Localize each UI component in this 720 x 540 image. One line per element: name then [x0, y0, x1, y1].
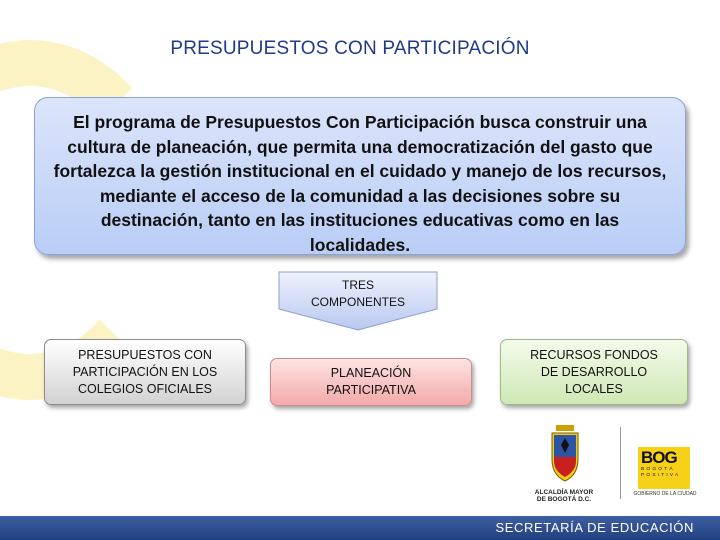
footer-label: SECRETARÍA DE EDUCACIÓN	[495, 520, 694, 535]
arrow-label-line-2: COMPONENTES	[310, 295, 405, 309]
component-1-line-3: COLEGIOS OFICIALES	[77, 381, 213, 396]
component-3-line-2: DE DESARROLLO	[540, 364, 648, 379]
component-2-line-1: PLANEACIÓN	[330, 366, 412, 380]
component-box-planeacion	[270, 358, 472, 406]
coat-of-arms-icon	[550, 425, 580, 483]
alcaldia-line-2: DE BOGOTÁ D.C.	[536, 496, 592, 503]
component-1-line-1: PRESUPUESTOS CON	[78, 347, 212, 362]
bog-logo-sub-2: POSITIVA	[641, 473, 681, 478]
footer-bar	[0, 516, 720, 540]
arrow-label-line-1: TRES	[341, 278, 374, 292]
bog-logo-sub-1: BOGOTÁ	[641, 467, 675, 472]
component-box-recursos	[500, 339, 688, 405]
arrow-label	[278, 277, 438, 311]
institution-logos	[530, 425, 710, 507]
component-3-line-1: RECURSOS FONDOS	[530, 347, 658, 362]
component-3-line-3: LOCALES	[565, 381, 623, 396]
bog-logo-word: BOG	[641, 448, 677, 467]
component-1-line-2: PARTICIPACIÓN EN LOS	[72, 364, 218, 379]
page-title: PRESUPUESTOS CON PARTICIPACIÓN	[170, 38, 530, 59]
intro-text-box: El programa de Presupuestos Con Participación busca construir una cultura de planeación, que permita una democratización del gasto que fortalezca la gestión institucional en el cuidado y manejo de los recursos, mediante el acceso de la comunidad a las decisiones sobre su destinación, tanto en las instituciones educativas como en las localidades.	[34, 97, 686, 255]
components-arrow	[278, 271, 438, 331]
bogota-positiva-logo	[638, 447, 690, 489]
logo-divider	[620, 427, 621, 499]
component-box-colegios	[44, 339, 246, 405]
alcaldia-label	[530, 489, 598, 503]
bog-caption: GOBIERNO DE LA CIUDAD	[633, 491, 697, 497]
component-2-line-2: PARTICIPATIVA	[326, 383, 416, 397]
alcaldia-line-1: ALCALDÍA MAYOR	[534, 489, 594, 496]
